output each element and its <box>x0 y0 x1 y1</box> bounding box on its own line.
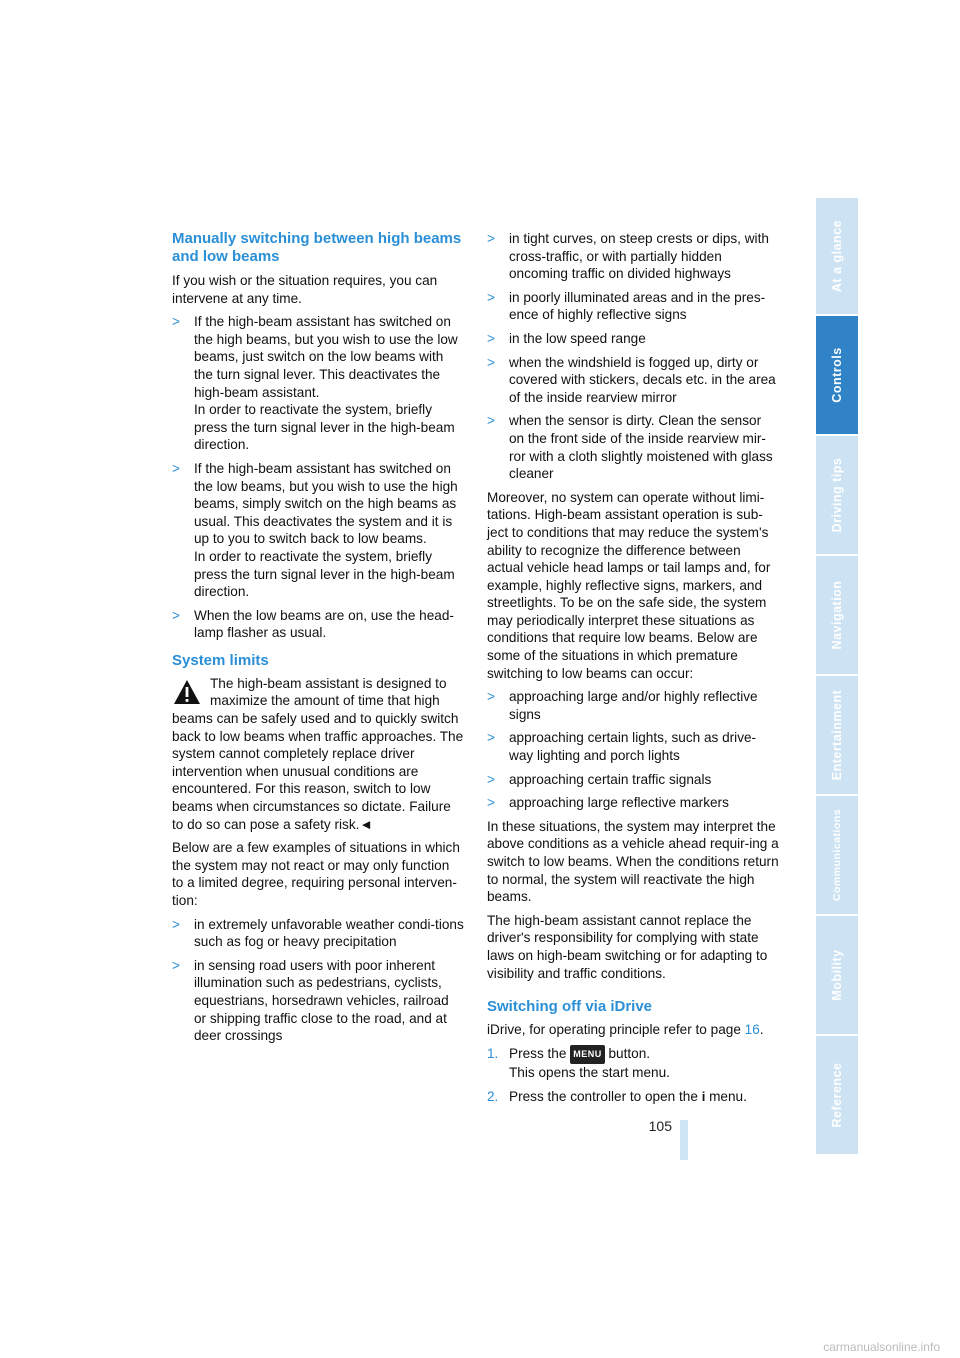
list-item <box>172 607 464 642</box>
heading-manual-switching: Manually switching between high beams and low beams <box>172 230 462 265</box>
responsibility-paragraph: The high-beam assistant cannot replace the driver's responsibility for complying with state laws on high-beam switching or for adapting to visibility and traffic conditions. <box>487 912 768 981</box>
tab-navigation[interactable] <box>816 556 858 674</box>
right-column <box>487 230 779 1112</box>
list-item <box>172 957 464 1045</box>
tab-driving-tips[interactable] <box>816 436 858 554</box>
list-item <box>487 771 779 789</box>
list-item-text: When the low beams are on, use the head-lamp flasher as usual. <box>194 607 454 641</box>
end-marker: ◄ <box>359 816 373 832</box>
bullet-marker: > <box>172 314 180 330</box>
page-link[interactable]: 16 <box>744 1022 760 1038</box>
examples-intro: Below are a few examples of situations in which the system may not react or may only function to a limited degree, requiring personal interven-tion: <box>172 840 460 908</box>
tab-label: Navigation <box>830 580 844 650</box>
idrive-reference <box>487 1021 779 1039</box>
bullet-marker: > <box>172 957 180 973</box>
chapter-sidebar <box>816 198 858 1156</box>
list-item-text: in the low speed range <box>509 330 646 346</box>
tab-at-a-glance[interactable] <box>816 198 858 314</box>
list-item <box>487 230 779 283</box>
list-item <box>172 313 464 454</box>
intro-text: If you wish or the situation requires, you can intervene at any time. <box>172 273 438 306</box>
heading-system-limits: System limits <box>172 651 269 669</box>
tab-controls[interactable] <box>816 316 858 434</box>
step-text: This opens the start menu. <box>509 1065 670 1081</box>
moreover-paragraph: Moreover, no system can operate without limi-tations. High-beam assistant operation is sub-ject to conditions that may reduce the system's ability to recognize the difference between actual vehicle head lamps or tail lamps and, for example, highly reflective signs, markers, and streetlights. To be on the safe side, the system may periodically interpret these situations as conditions that require low beams. Below are some of the situations in which premature switching to low beams can occur: <box>487 489 771 681</box>
bullet-marker: > <box>487 413 495 429</box>
tab-entertainment[interactable] <box>816 676 858 794</box>
situations-paragraph: In these situations, the system may interpret the above conditions as a vehicle ahead requir-ing a switch to low beams. When the conditions return to normal, the system will reactivate the high beams. <box>487 818 779 905</box>
idrive-text: iDrive, for operating principle refer to page <box>487 1022 745 1038</box>
step-2 <box>487 1088 779 1106</box>
list-item-text: In order to reactivate the system, briefly press the turn signal lever in the high-beam direction. <box>194 402 455 453</box>
list-item-text: in extremely unfavorable weather condi-tions such as fog or heavy precipitation <box>194 916 464 950</box>
watermark: carmanualsonline.info <box>823 1340 940 1354</box>
step-1 <box>487 1045 779 1082</box>
list-item-text: in tight curves, on steep crests or dips, with cross-traffic, or with partially hidden oncoming traffic on divided highways <box>509 231 769 282</box>
warning-note <box>172 675 464 833</box>
tab-reference[interactable] <box>816 1036 858 1154</box>
tab-label: Communications <box>831 808 843 902</box>
bullet-marker: > <box>487 689 495 705</box>
list-item-text: approaching certain lights, such as drive-way lighting and porch lights <box>509 730 757 764</box>
list-item <box>487 289 779 324</box>
step-number: 2. <box>487 1088 499 1104</box>
step-number: 1. <box>487 1045 499 1061</box>
bullet-marker: > <box>172 607 180 623</box>
tab-label: At a glance <box>830 219 844 293</box>
tab-label: Mobility <box>830 949 844 1001</box>
list-item <box>487 688 779 723</box>
info-icon: i <box>701 1088 706 1104</box>
list-item <box>487 412 779 482</box>
idrive-dot: . <box>759 1022 764 1038</box>
list-item-text: If the high-beam assistant has switched on the high beams, but you wish to use the low beams, just switch on the low beams with the turn signal lever. This deactivates the high-beam assistant. <box>194 314 458 400</box>
page-number: 105 <box>648 1118 672 1134</box>
bullet-marker: > <box>487 730 495 746</box>
list-item-text: approaching large and/or highly reflective signs <box>509 689 758 722</box>
list-item <box>487 330 779 348</box>
bullet-marker: > <box>487 289 495 305</box>
list-item-text: approaching large reflective markers <box>509 795 729 811</box>
list-item <box>487 354 779 407</box>
warning-triangle-icon <box>172 677 202 707</box>
list-item-text: approaching certain traffic signals <box>509 771 712 787</box>
list-item-text: when the sensor is dirty. Clean the sensor on the front side of the inside rearview mir-ror with a cloth slightly moistened with glass cleaner <box>509 413 773 482</box>
tab-label: Reference <box>830 1062 844 1128</box>
warning-text: The high-beam assistant is designed to maximize the amount of time that high beams can be safely used and to quickly switch back to low beams when traffic approaches. The system cannot completely replace driver intervention when unusual conditions are encountered. For this reason, switch to low beams when circumstances so dictate. Failure to do so can pose a safety risk. <box>172 675 464 832</box>
left-column <box>172 230 464 1051</box>
list-item-text: in poorly illuminated areas and in the pres-ence of highly reflective signs <box>509 289 766 323</box>
step-text: Press the <box>509 1045 571 1061</box>
bullet-marker: > <box>487 354 495 370</box>
tab-communications[interactable] <box>816 796 858 914</box>
menu-button-icon: MENU <box>570 1045 605 1065</box>
bullet-marker: > <box>172 460 180 476</box>
step-text: menu. <box>705 1088 747 1104</box>
list-item-text: in sensing road users with poor inherent illumination such as pedestrians, cyclists, equestrians, horsedrawn vehicles, railroad or shipping traffic close to the road, and at deer crossings <box>194 957 449 1044</box>
tab-label: Driving tips <box>830 457 844 533</box>
bullet-marker: > <box>487 231 495 246</box>
heading-switching-off: Switching off via iDrive <box>487 998 653 1016</box>
bullet-marker: > <box>487 795 495 811</box>
page-marker-bar <box>680 1120 688 1160</box>
list-item <box>487 729 779 764</box>
bullet-marker: > <box>487 771 495 787</box>
tab-mobility[interactable] <box>816 916 858 1034</box>
step-text: Press the controller to open the <box>509 1088 702 1104</box>
list-item-text: In order to reactivate the system, briefly press the turn signal lever in the high-beam direction. <box>194 548 455 600</box>
tab-label: Controls <box>830 347 844 403</box>
bullet-marker: > <box>172 916 180 932</box>
list-item <box>487 794 779 812</box>
list-item <box>172 460 464 601</box>
bullet-marker: > <box>487 330 495 346</box>
list-item <box>172 916 464 951</box>
list-item-text: If the high-beam assistant has switched on the low beams, but you wish to use the high beams, simply switch on the high beams as usual. This deactivates the system and it is up to you to switch back to low beams. <box>194 460 458 547</box>
list-item-text: when the windshield is fogged up, dirty or covered with stickers, decals etc. in the area of the inside rearview mirror <box>509 354 776 405</box>
step-text: button. <box>604 1045 651 1061</box>
tab-label: Entertainment <box>830 689 844 781</box>
